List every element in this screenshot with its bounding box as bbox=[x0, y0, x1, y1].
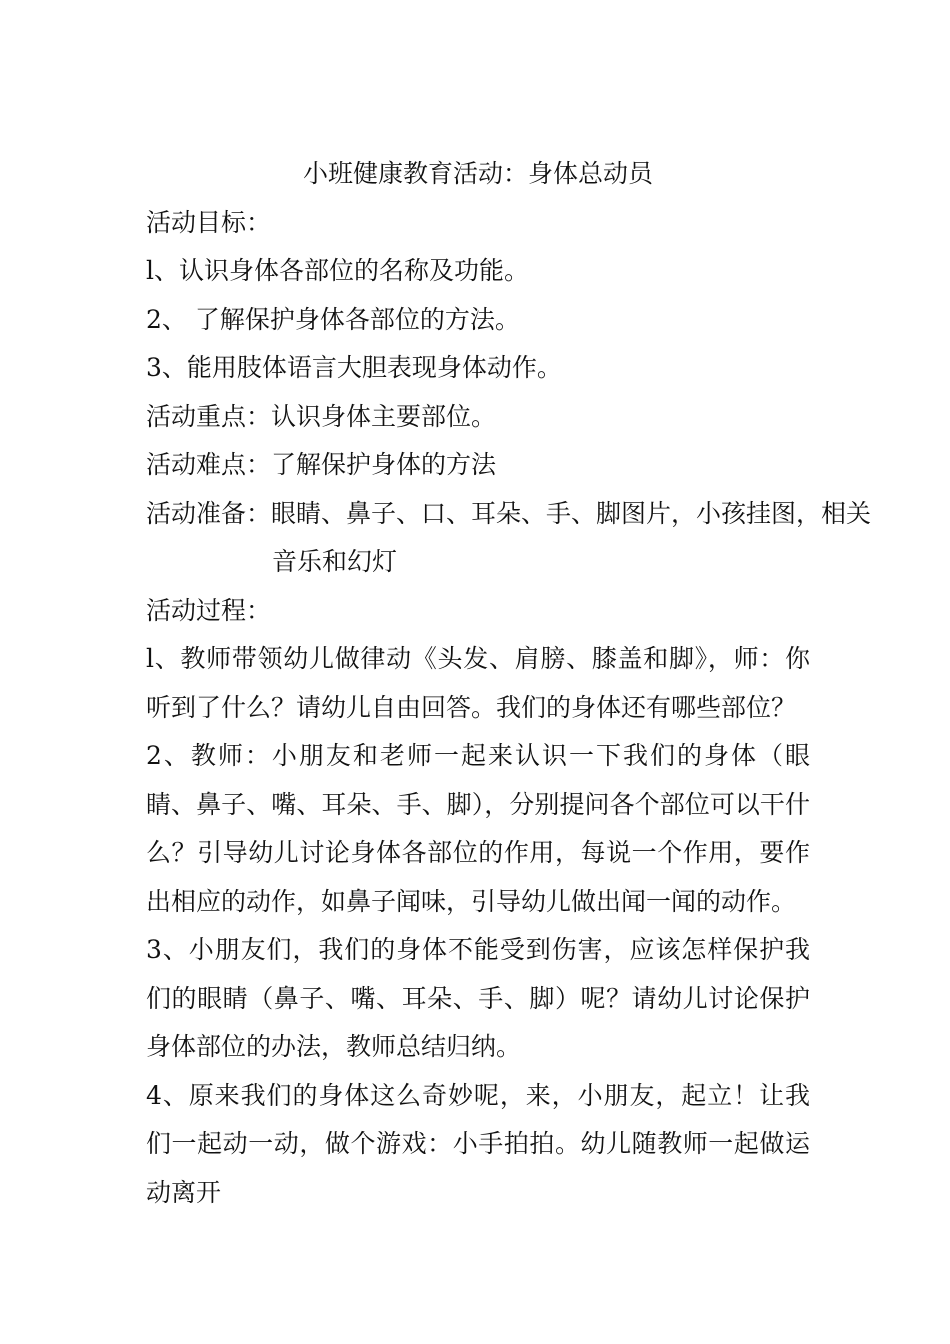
process-step: 2、教师：小朋友和老师一起来认识一下我们的身体（眼睛、鼻子、嘴、耳朵、手、脚），分别提问各个部位可以干什么？引导幼儿讨论身体各部位的作用，每说一个作用，要作出相应的动作，如鼻子闻味，引导幼儿做出闻一闻的动作。 bbox=[146, 741, 810, 916]
objective-item: 3、能用肢体语言大胆表现身体动作。 bbox=[146, 353, 562, 382]
process-heading: 活动过程： bbox=[146, 595, 272, 625]
key-point: 活动重点：认识身体主要部位。 bbox=[146, 401, 497, 431]
process-step: l、教师带领幼儿做律动《头发、肩膀、膝盖和脚》，师：你听到了什么？请幼儿自由回答。我们的身体还有哪些部位？ bbox=[146, 644, 810, 722]
preparation-continuation: 音乐和幻灯 bbox=[272, 547, 398, 576]
difficulty: 活动难点：了解保护身体的方法 bbox=[146, 450, 497, 479]
process-step: 3、小朋友们，我们的身体不能受到伤害，应该怎样保护我们的眼睛（鼻子、嘴、耳朵、手、脚）呢？请幼儿讨论保护身体部位的办法，教师总结归纳。 bbox=[146, 935, 810, 1061]
document-title: 小班健康教育活动：身体总动员 bbox=[302, 159, 653, 188]
objective-item: l、认识身体各部位的名称及功能。 bbox=[146, 256, 529, 285]
process-step: 4、原来我们的身体这么奇妙呢，来，小朋友，起立！让我们一起动一动，做个游戏：小手拍拍。幼儿随教师一起做运动离开 bbox=[146, 1080, 810, 1207]
objective-item: 2、 了解保护身体各部位的方法。 bbox=[146, 304, 520, 334]
document-body bbox=[146, 150, 872, 1217]
objectives-heading: 活动目标： bbox=[146, 207, 272, 237]
preparation-line: 活动准备：眼睛、鼻子、口、耳朵、手、脚图片，小孩挂图，相关 bbox=[146, 498, 872, 528]
